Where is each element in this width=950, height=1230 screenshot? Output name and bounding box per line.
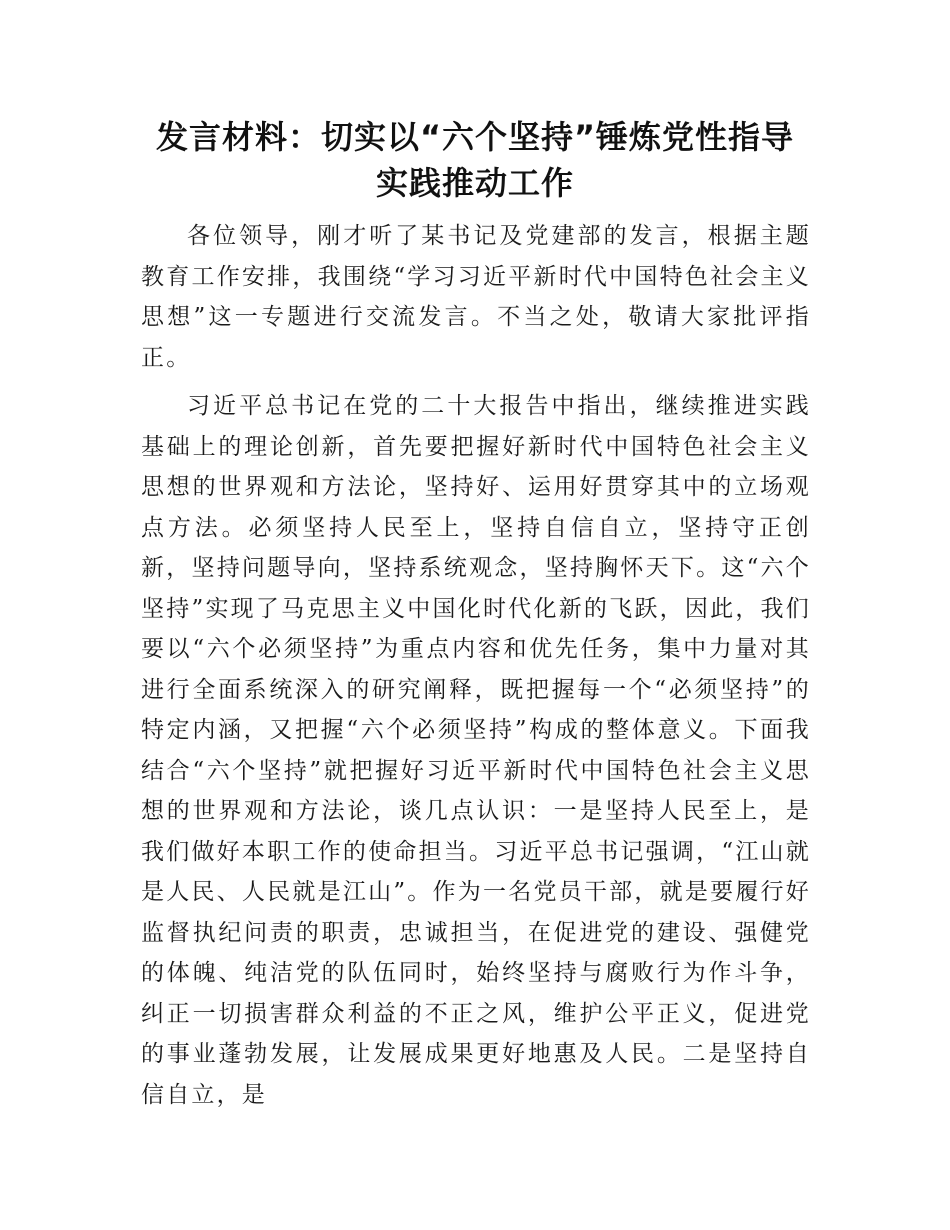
document-title: 发言材料：切实以“六个坚持”锤炼党性指导实践推动工作 [155, 118, 795, 202]
paragraph-main: 习近平总书记在党的二十大报告中指出，继续推进实践基础上的理论创新，首先要把握好新时代中国特色社会主义思想的世界观和方法论，坚持好、运用好贯穿其中的立场观点方法。必须坚持人民至上，坚持自信自立，坚持守正创新，坚持问题导向，坚持系统观念，坚持胸怀天下。这“六个坚持”实现了马克思主义中国化时代化新的飞跃，因此，我们要以“六个必须坚持”为重点内容和优先任务，集中力量对其进行全面系统深入的研究阐释，既把握每一个“必须坚持”的特定内涵，又把握“六个必须坚持”构成的整体意义。下面我结合“六个坚持”就把握好习近平新时代中国特色社会主义思想的世界观和方法论，谈几点认识：一是坚持人民至上，是我们做好本职工作的使命担当。习近平总书记强调，“江山就是人民、人民就是江山”。作为一名党员干部，就是要履行好监督执纪问责的职责，忠诚担当，在促进党的建设、强健党的体魄、纯洁党的队伍同时，始终坚持与腐败行为作斗争，纠正一切损害群众利益的不正之风，维护公平正义，促进党的事业蓬勃发展，让发展成果更好地惠及人民。二是坚持自信自立，是 [141, 393, 811, 1108]
document-body [141, 216, 811, 1123]
paragraph-opening: 各位领导，刚才听了某书记及党建部的发言，根据主题教育工作安排，我围绕“学习习近平新时代中国特色社会主义思想”这一专题进行交流发言。不当之处，敬请大家批评指正。 [141, 223, 811, 371]
